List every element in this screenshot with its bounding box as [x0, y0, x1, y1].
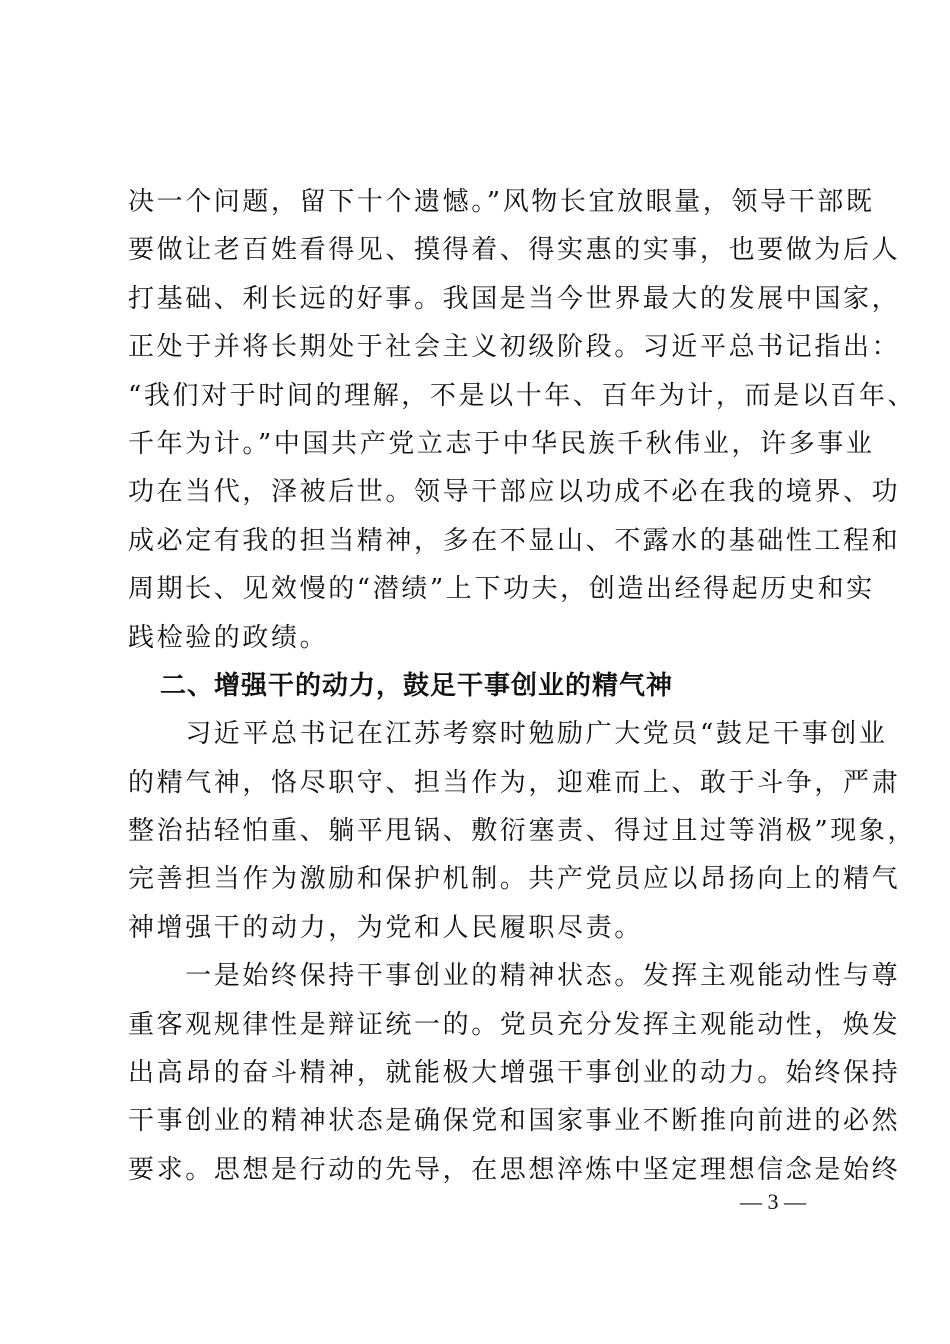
text-line: 神增强干的动力，为党和人民履职尽责。	[128, 912, 643, 943]
text-line: 完善担当作为激励和保护机制。共产党员应以昂扬向上的精气	[128, 864, 901, 895]
text-line: 要做让老百姓看得见、摸得着、得实惠的实事，也要做为后人	[128, 235, 901, 266]
text-line: 决一个问题，留下十个遗憾。”风物长宜放眼量，领导干部既	[128, 187, 875, 217]
text-line: 成必定有我的担当精神，多在不显山、不露水的基础性工程和	[128, 525, 901, 556]
text-line: 重客观规律性是辩证统一的。党员充分发挥主观能动性，焕发	[128, 1009, 901, 1040]
text-line: 千年为计。”中国共产党立志于中华民族千秋伟业，许多事业	[128, 428, 875, 459]
text-line: 周期长、见效慢的“潜绩”上下功夫，创造出经得起历史和实	[128, 574, 875, 605]
text-line: 干事创业的精神状态是确保党和国家事业不断推向前进的必然	[128, 1106, 901, 1137]
text-line: 的精气神，恪尽职守、担当作为，迎难而上、敢于斗争，严肃	[128, 767, 901, 798]
page-number: — 3 —	[740, 1189, 806, 1214]
text-line: 践检验的政绩。	[128, 622, 329, 653]
text-line: 整治拈轻怕重、躺平甩锅、敷衍塞责、得过且过等消极”现象，	[128, 816, 917, 847]
text-line: 要求。思想是行动的先导，在思想淬炼中坚定理想信念是始终	[128, 1154, 901, 1185]
text-line: 习近平总书记在江苏考察时勉励广大党员“鼓足干事创业	[128, 719, 888, 750]
text-line: 出高昂的奋斗精神，就能极大增强干事创业的动力。始终保持	[128, 1058, 901, 1089]
text-line: 一是始终保持干事创业的精神状态。发挥主观能动性与尊	[128, 961, 901, 992]
text-line: 功在当代，泽被后世。领导干部应以功成不必在我的境界、功	[128, 477, 901, 508]
body-text	[128, 178, 917, 1194]
section-heading: 二、增强干的动力，鼓足干事创业的精气神	[160, 670, 674, 701]
text-line: 正处于并将长期处于社会主义初级阶段。习近平总书记指出：	[128, 332, 901, 363]
text-line: 打基础、利长远的好事。我国是当今世界最大的发展中国家，	[128, 283, 901, 314]
text-line: “我们对于时间的理解，不是以十年、百年为计，而是以百年、	[128, 380, 917, 411]
